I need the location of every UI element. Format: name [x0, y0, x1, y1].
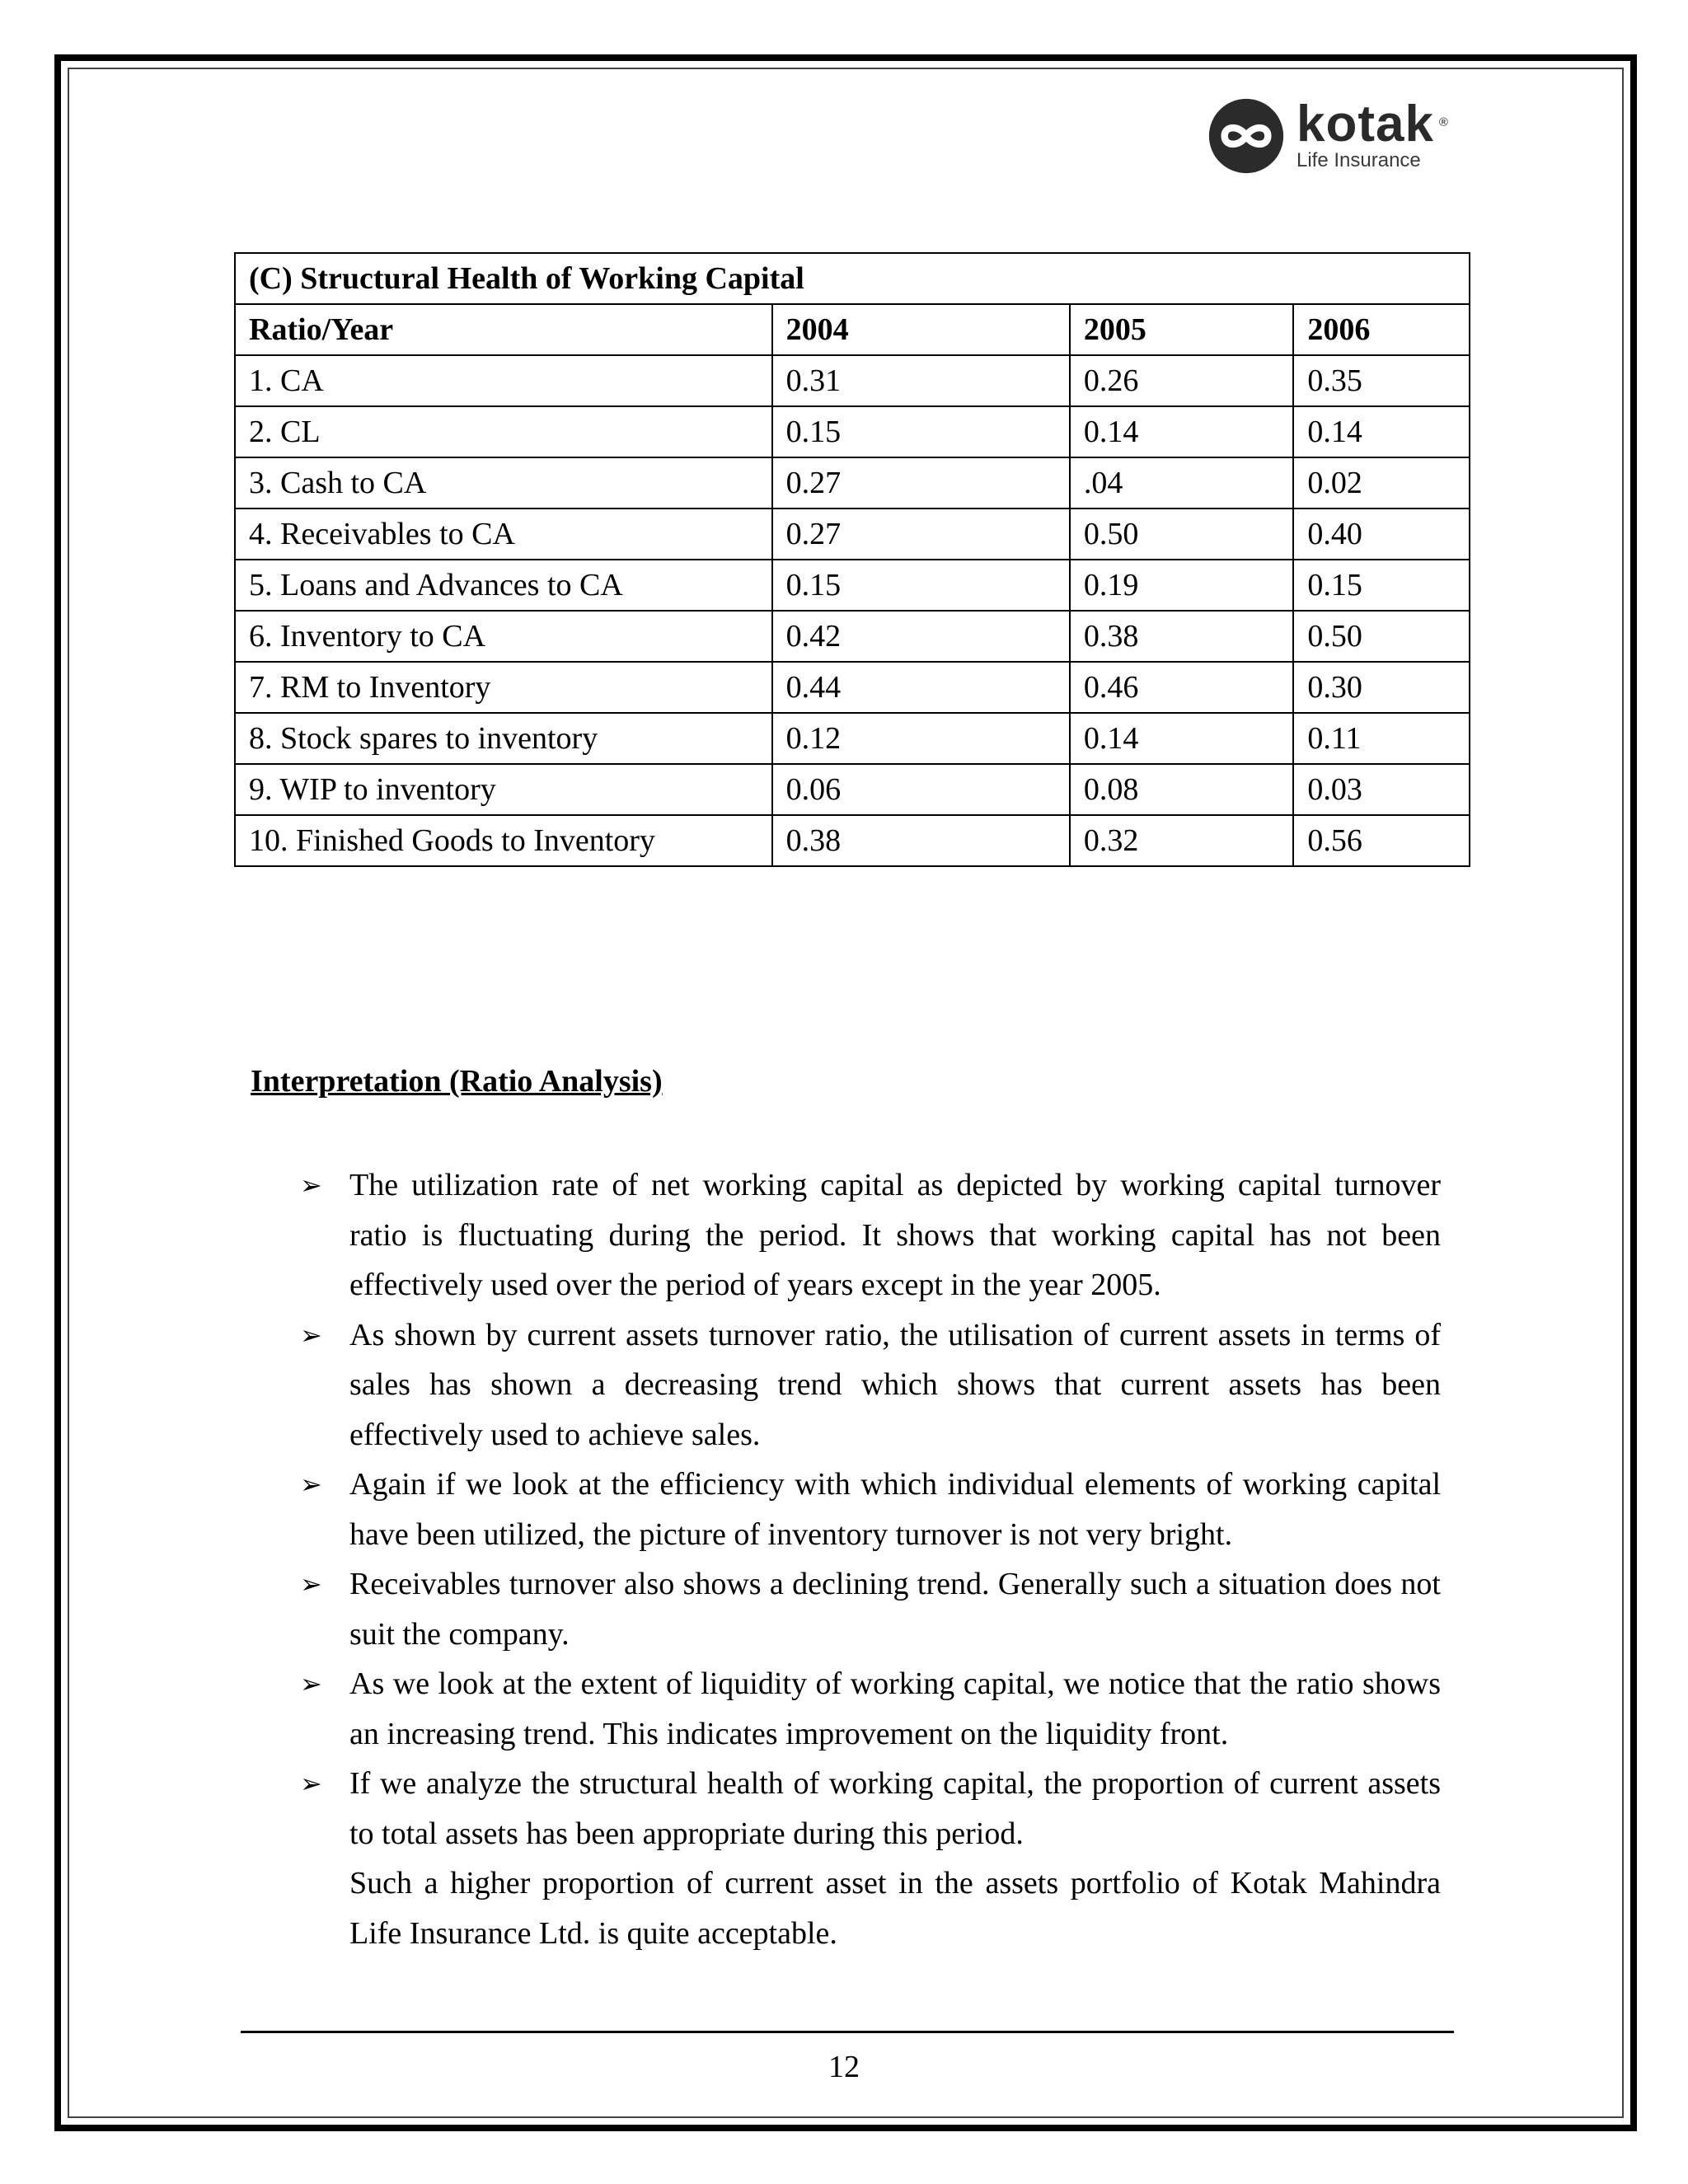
table-title: (C) Structural Health of Working Capital	[235, 253, 1470, 304]
table-row	[235, 611, 1470, 662]
table-row	[235, 406, 1470, 457]
column-header-2006: 2006	[1293, 304, 1470, 355]
list-item	[251, 1310, 1441, 1460]
arrow-bullet-icon: ➢	[300, 1469, 322, 1500]
cell-2004: 0.44	[772, 662, 1070, 713]
column-header-ratio-year: Ratio/Year	[235, 304, 772, 355]
cell-2005: .04	[1070, 457, 1293, 509]
cell-2005: 0.32	[1070, 815, 1293, 866]
arrow-bullet-icon: ➢	[300, 1169, 322, 1201]
column-header-2004: 2004	[772, 304, 1070, 355]
list-item	[251, 1559, 1441, 1659]
cell-2004: 0.15	[772, 406, 1070, 457]
kotak-logo	[1207, 96, 1449, 175]
row-label: 10. Finished Goods to Inventory	[235, 815, 772, 866]
cell-2004: 0.31	[772, 355, 1070, 406]
cell-2005: 0.14	[1070, 406, 1293, 457]
row-label: 4. Receivables to CA	[235, 509, 772, 560]
row-label: 8. Stock spares to inventory	[235, 713, 772, 764]
logo-brand: kotak ®	[1296, 96, 1449, 152]
cell-2005: 0.19	[1070, 560, 1293, 611]
logo-subtitle: Life Insurance	[1296, 149, 1421, 171]
list-item	[251, 1659, 1441, 1759]
registered-mark: ®	[1438, 115, 1449, 129]
row-label: 2. CL	[235, 406, 772, 457]
bullet-text: As we look at the extent of liquidity of working capital, we notice that the ratio shows an increasing trend. This indicates improvement on the liquidity front.	[349, 1666, 1441, 1751]
table-title-row	[235, 253, 1470, 304]
cell-2005: 0.08	[1070, 764, 1293, 815]
bullet-text: The utilization rate of net working capital as depicted by working capital turnover ratio is fluctuating during the period. It shows that working capital has not been effectively used over the period of years except in the year 2005.	[349, 1168, 1441, 1302]
cell-2005: 0.46	[1070, 662, 1293, 713]
cell-2004: 0.27	[772, 457, 1070, 509]
arrow-bullet-icon: ➢	[300, 1319, 322, 1351]
table-row	[235, 662, 1470, 713]
cell-2006: 0.14	[1293, 406, 1470, 457]
cell-2004: 0.38	[772, 815, 1070, 866]
row-label: 6. Inventory to CA	[235, 611, 772, 662]
column-header-2005: 2005	[1070, 304, 1293, 355]
cell-2005: 0.14	[1070, 713, 1293, 764]
cell-2006: 0.35	[1293, 355, 1470, 406]
row-label: 3. Cash to CA	[235, 457, 772, 509]
logo-text	[1296, 96, 1449, 171]
list-item	[251, 1460, 1441, 1559]
cell-2004: 0.27	[772, 509, 1070, 560]
arrow-bullet-icon: ➢	[300, 1768, 322, 1799]
footer-divider	[241, 2031, 1454, 2033]
interpretation-bullet-list	[251, 1160, 1441, 1958]
arrow-bullet-icon: ➢	[300, 1668, 322, 1699]
arrow-bullet-icon: ➢	[300, 1568, 322, 1600]
table-row	[235, 713, 1470, 764]
cell-2006: 0.02	[1293, 457, 1470, 509]
table-row	[235, 509, 1470, 560]
cell-2006: 0.40	[1293, 509, 1470, 560]
page-number: 12	[828, 2050, 860, 2084]
table-row	[235, 764, 1470, 815]
row-label: 5. Loans and Advances to CA	[235, 560, 772, 611]
closing-paragraph: Such a higher proportion of current asset in the assets portfolio of Kotak Mahindra Life Insurance Ltd. is quite acceptable.	[349, 1866, 1441, 1951]
cell-2004: 0.15	[772, 560, 1070, 611]
table-row	[235, 355, 1470, 406]
table-row	[235, 815, 1470, 866]
bullet-text: As shown by current assets turnover ratio, the utilisation of current assets in terms of sales has shown a decreasing trend which shows that current assets has been effectively used to achieve sales.	[349, 1317, 1441, 1452]
cell-2005: 0.50	[1070, 509, 1293, 560]
cell-2004: 0.12	[772, 713, 1070, 764]
row-label: 1. CA	[235, 355, 772, 406]
cell-2004: 0.42	[772, 611, 1070, 662]
bullet-text: Receivables turnover also shows a declining trend. Generally such a situation does not suit the company.	[349, 1567, 1441, 1652]
table-header-row	[235, 304, 1470, 355]
cell-2006: 0.15	[1293, 560, 1470, 611]
cell-2006: 0.50	[1293, 611, 1470, 662]
kotak-infinity-logo-icon	[1207, 97, 1285, 175]
cell-2006: 0.11	[1293, 713, 1470, 764]
table-body	[235, 355, 1470, 866]
cell-2006: 0.56	[1293, 815, 1470, 866]
cell-2004: 0.06	[772, 764, 1070, 815]
table-row	[235, 457, 1470, 509]
list-item	[251, 1759, 1441, 1858]
cell-2006: 0.30	[1293, 662, 1470, 713]
row-label: 7. RM to Inventory	[235, 662, 772, 713]
cell-2005: 0.26	[1070, 355, 1293, 406]
working-capital-ratio-table	[234, 252, 1470, 867]
cell-2006: 0.03	[1293, 764, 1470, 815]
cell-2005: 0.38	[1070, 611, 1293, 662]
bullet-text: If we analyze the structural health of working capital, the proportion of current assets to total assets has been appropriate during this period.	[349, 1766, 1441, 1851]
interpretation-heading: Interpretation (Ratio Analysis)	[251, 1064, 663, 1099]
row-label: 9. WIP to inventory	[235, 764, 772, 815]
bullet-text: Again if we look at the efficiency with which individual elements of working capital have been utilized, the picture of inventory turnover is not very bright.	[349, 1467, 1441, 1552]
list-item	[251, 1160, 1441, 1310]
table-row	[235, 560, 1470, 611]
